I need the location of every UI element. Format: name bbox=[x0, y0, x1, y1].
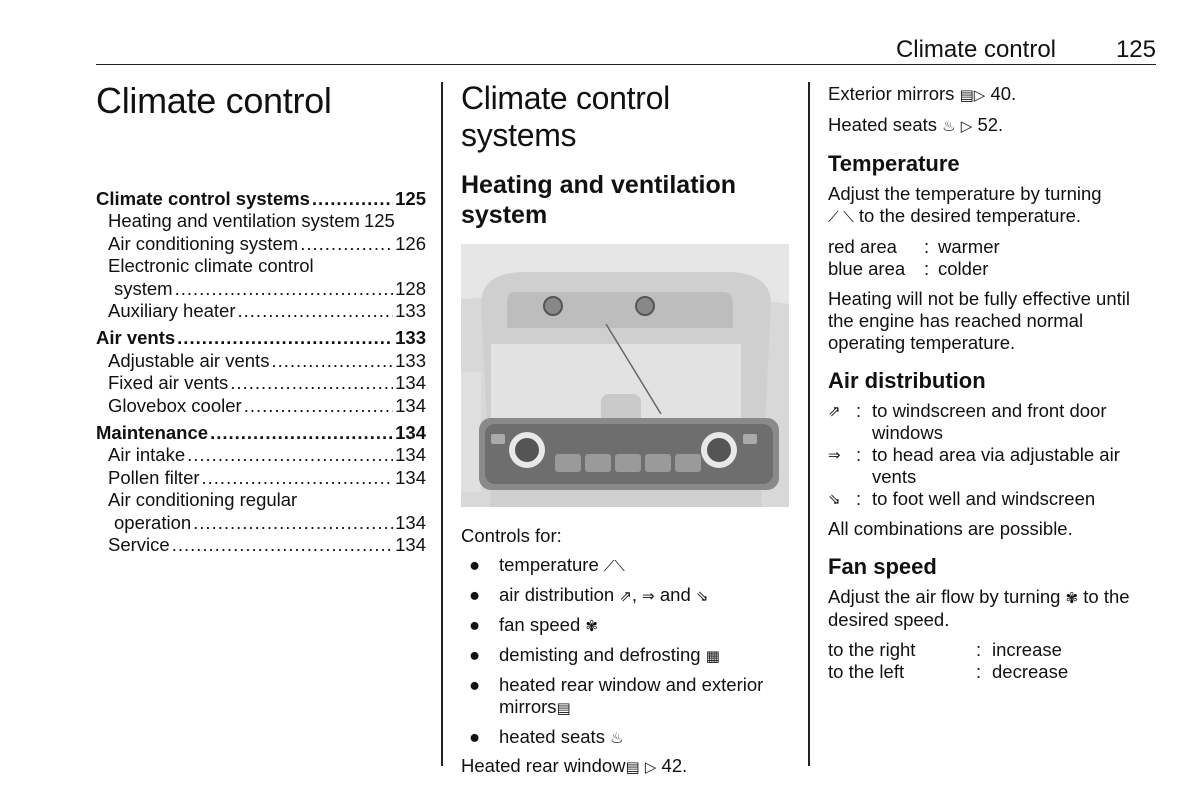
head-airflow-icon: ⇒ bbox=[828, 446, 841, 464]
toc-entry[interactable]: Fixed air vents ..... 134 bbox=[96, 372, 426, 394]
paragraph: Adjust the air flow by turning ✾ to the desired speed. bbox=[828, 586, 1130, 630]
head-airflow-icon: ⇒ bbox=[642, 587, 655, 605]
air-distribution-heading: Air distribution bbox=[828, 368, 986, 393]
toc-entry[interactable]: Electronic climate control bbox=[108, 255, 314, 277]
temperature-table: red area : warmer blue area : colder bbox=[828, 236, 1000, 279]
air-distribution-note: All combinations are possible. bbox=[828, 518, 1073, 539]
cross-reference[interactable]: Exterior mirrors ▤▷ 40. bbox=[828, 83, 1017, 104]
rear-window-heat-icon: ▤ bbox=[556, 699, 571, 717]
rear-window-heat-icon: ▤ bbox=[625, 758, 640, 776]
list-item: ● heated seats ♨ bbox=[469, 726, 624, 747]
rear-window-heat-icon: ▤ bbox=[959, 86, 974, 104]
toc-entry[interactable]: Pollen filter ..... 134 bbox=[96, 467, 426, 489]
defrost-max-icon: ▦ bbox=[705, 647, 720, 665]
chapter-title: Climate control bbox=[96, 80, 332, 121]
climate-panel-image bbox=[461, 244, 789, 507]
heated-seat-icon: ♨ bbox=[942, 117, 956, 135]
toc-entry[interactable]: system ..... 128 bbox=[96, 278, 426, 300]
foot-airflow-icon: ⇘ bbox=[695, 587, 709, 605]
details-column bbox=[828, 83, 1158, 683]
toc-entry[interactable]: Heating and ventilation system 125 bbox=[108, 210, 395, 232]
toc-entry[interactable]: Air conditioning system ..... 126 bbox=[96, 233, 426, 255]
foot-airflow-icon: ⇘ bbox=[828, 490, 841, 508]
systems-column bbox=[461, 80, 791, 778]
toc-entry[interactable]: Service ..... 134 bbox=[96, 534, 426, 556]
page-reference-icon: ▷ bbox=[960, 117, 973, 135]
temperature-knob-icon: ⟋⟍ bbox=[603, 557, 625, 575]
toc-entry[interactable]: Air conditioning regular bbox=[108, 489, 298, 511]
controls-intro: Controls for: bbox=[461, 525, 562, 546]
list-item: ● demisting and defrosting ▦ bbox=[469, 644, 720, 665]
page-reference-icon: ▷ bbox=[644, 758, 657, 776]
toc-entry[interactable]: Adjustable air vents ..... 133 bbox=[96, 350, 426, 372]
cross-reference[interactable]: Heated seats ♨ ▷ 52. bbox=[828, 114, 1004, 135]
page-header bbox=[96, 36, 1156, 65]
fan-speed-heading: Fan speed bbox=[828, 554, 937, 579]
list-item: ● heated rear window and exterior mirrors▤ bbox=[469, 674, 764, 717]
subsection-title: Heating and ventilation system bbox=[461, 171, 737, 229]
toc-entry[interactable]: Glovebox cooler ..... 134 bbox=[96, 395, 426, 417]
temperature-note: Heating will not be fully effective until the engine has reached normal operating temperature. bbox=[828, 288, 1130, 353]
list-item: ● fan speed ✾ bbox=[469, 614, 598, 635]
toc-column bbox=[96, 80, 426, 557]
temperature-heading: Temperature bbox=[828, 151, 960, 176]
heated-seat-icon: ♨ bbox=[610, 729, 624, 747]
toc-entry[interactable]: Maintenance ..... 134 bbox=[96, 422, 426, 444]
fan-icon: ✾ bbox=[585, 617, 598, 635]
section-title: Climate control systems bbox=[461, 80, 670, 153]
column-divider bbox=[441, 82, 443, 766]
temperature-knob-icon: ⟋ ⟍ bbox=[828, 208, 854, 226]
header-title: Climate control bbox=[895, 36, 1056, 63]
fan-speed-table: to the right : increase to the left : decrease bbox=[828, 639, 1069, 682]
air-distribution-table: ⇗ : to windscreen and front door windows ⇒ : to head area via adjustable air vents ⇘ : to foot well and windscreen bbox=[828, 400, 1120, 509]
list-item: ● air distribution ⇗, ⇒ and ⇘ bbox=[469, 584, 709, 605]
paragraph: Adjust the temperature by turning ⟋ ⟍ to the desired temperature. bbox=[828, 183, 1102, 226]
fan-icon: ✾ bbox=[1065, 589, 1079, 607]
windscreen-airflow-icon: ⇗ bbox=[828, 402, 841, 420]
cross-reference[interactable]: Heated rear window▤ ▷ 42. bbox=[461, 755, 688, 776]
toc-entry[interactable]: Auxiliary heater ..... 133 bbox=[96, 300, 426, 322]
page-reference-icon: ▷ bbox=[973, 86, 986, 104]
toc-entry[interactable]: Air vents ..... 133 bbox=[96, 327, 426, 349]
toc-entry[interactable]: Climate control systems ..... 125 bbox=[96, 188, 426, 210]
dashboard-illustration bbox=[461, 244, 789, 507]
column-divider bbox=[808, 82, 810, 766]
table-of-contents bbox=[96, 188, 426, 557]
toc-entry[interactable]: operation ..... 134 bbox=[96, 512, 426, 534]
list-item: ● temperature ⟋⟍ bbox=[469, 554, 625, 575]
page-number: 125 bbox=[1115, 36, 1156, 63]
toc-entry[interactable]: Air intake ..... 134 bbox=[96, 444, 426, 466]
windscreen-airflow-icon: ⇗ bbox=[619, 587, 632, 605]
